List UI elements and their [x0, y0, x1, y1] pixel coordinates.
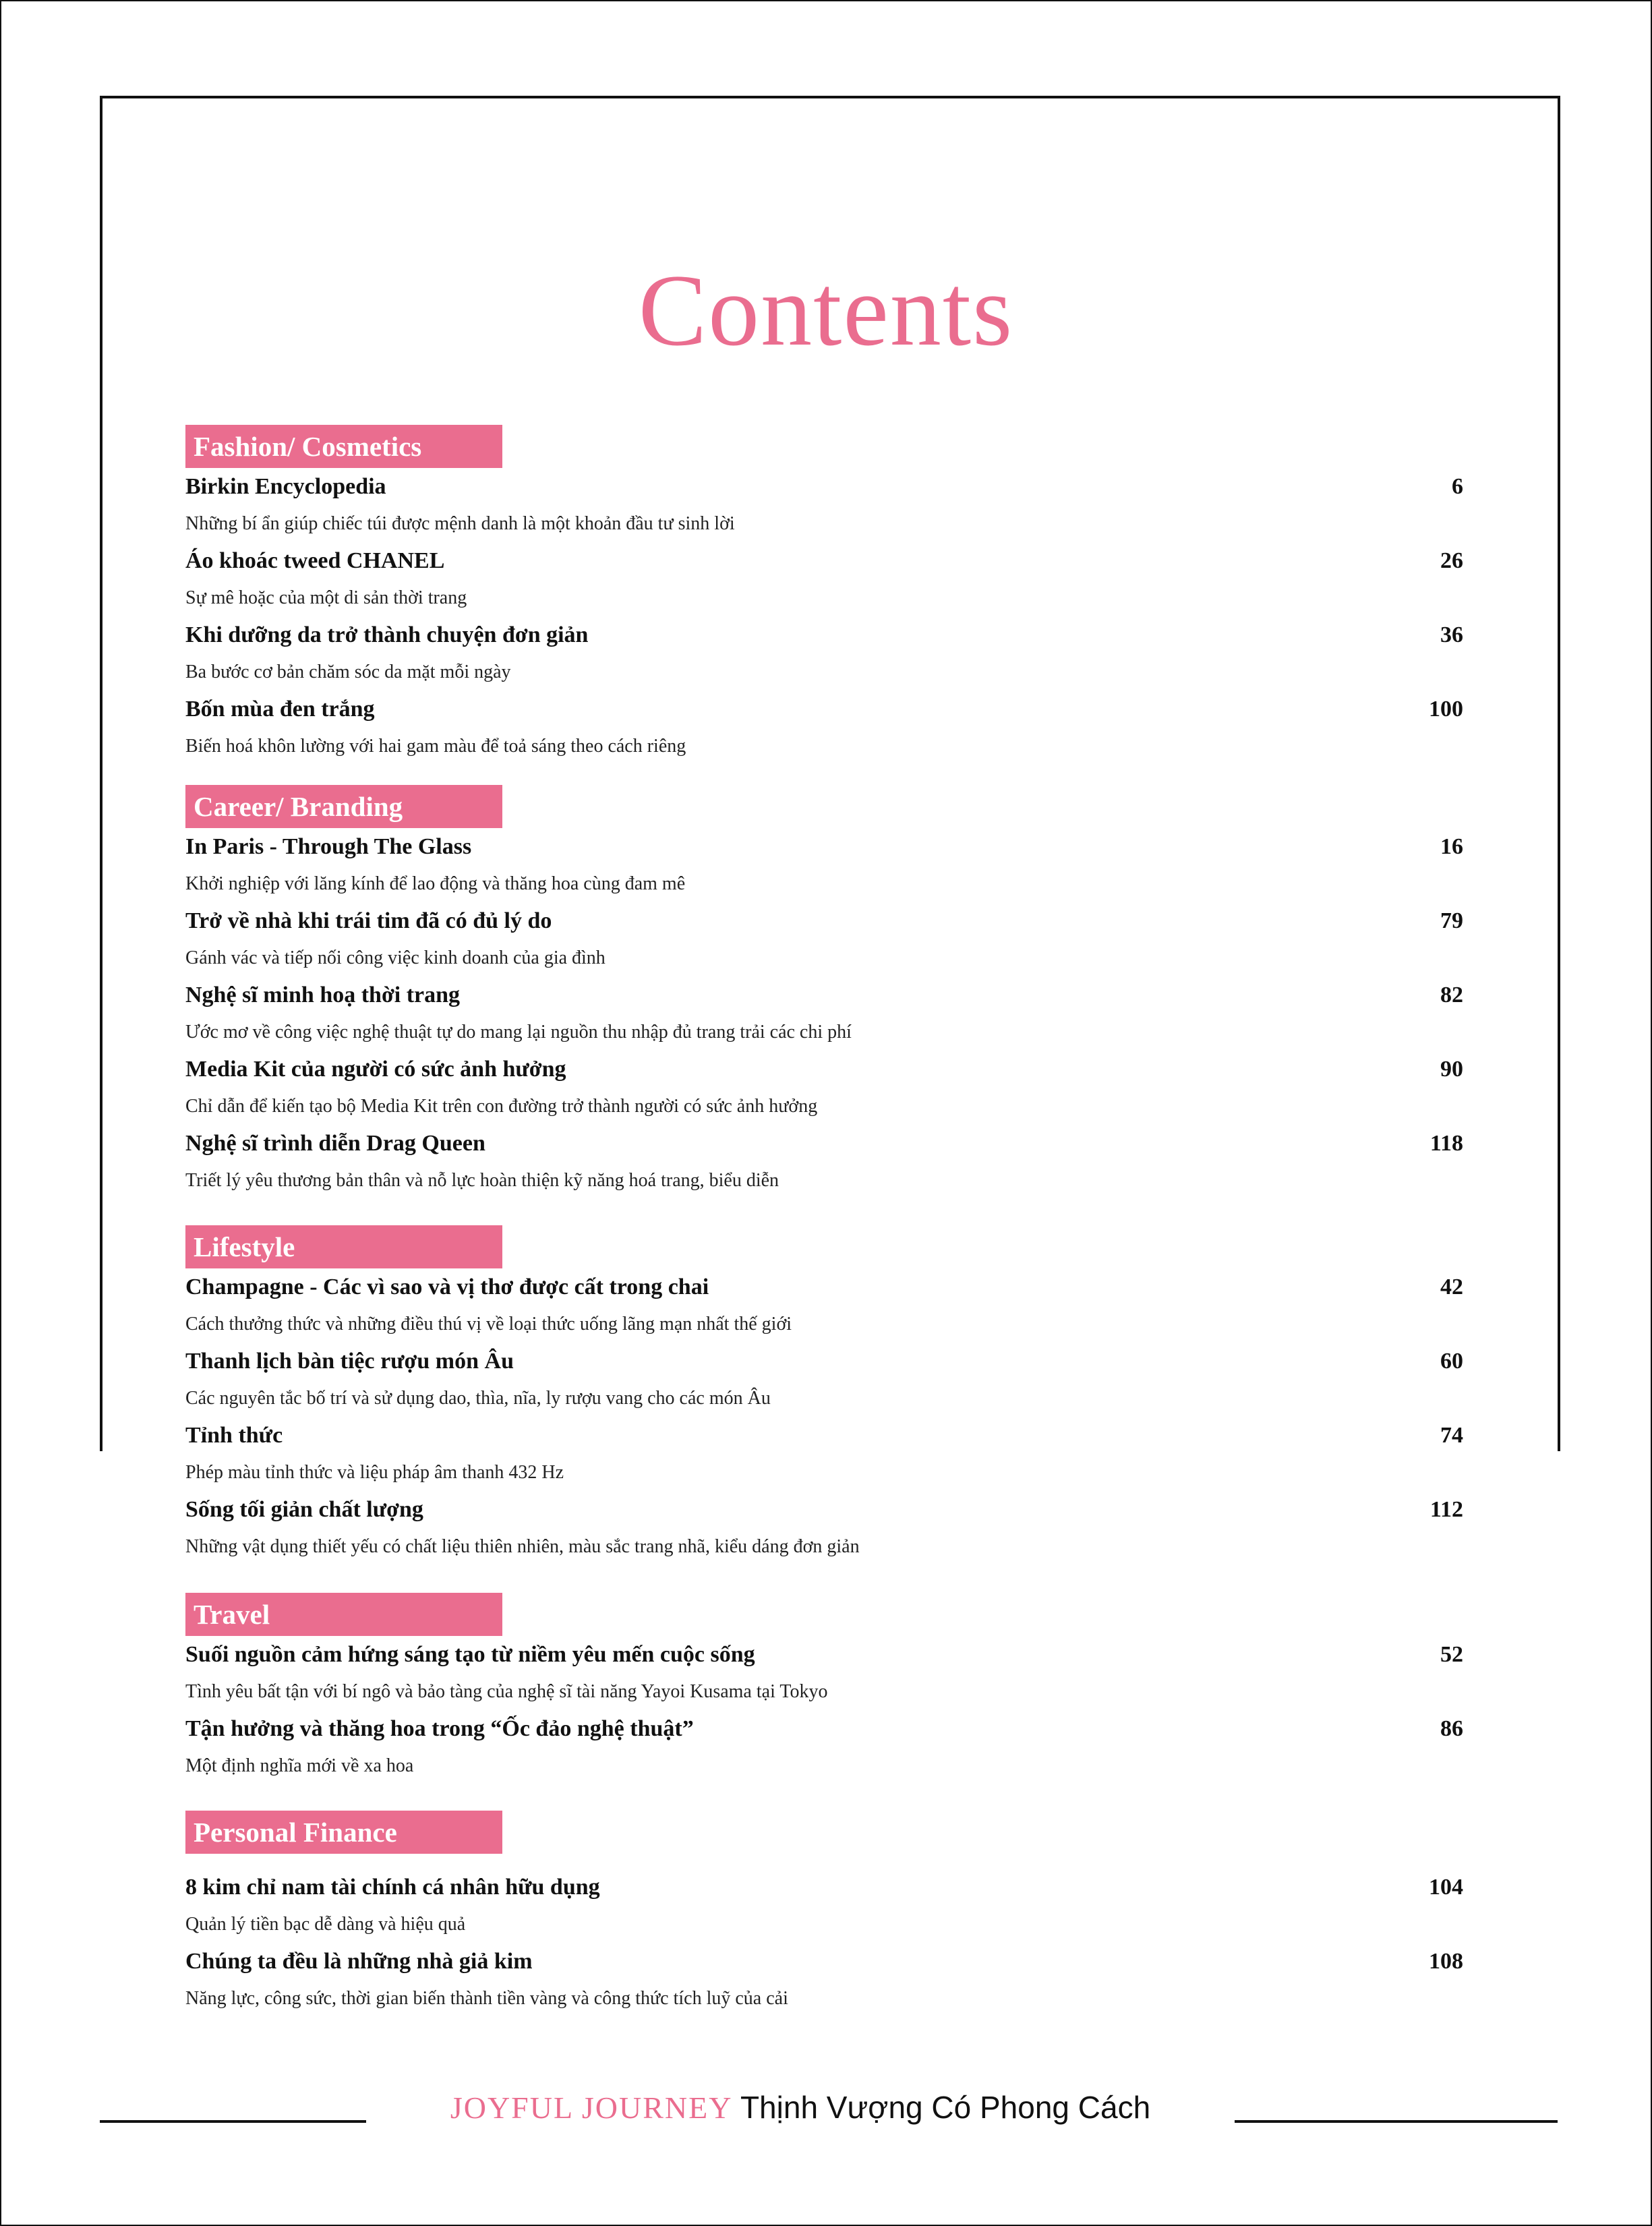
- entry-row: [185, 1491, 1463, 1529]
- entry-description: Những bí ẩn giúp chiếc túi được mệnh danh là một khoản đầu tư sinh lời: [185, 513, 735, 534]
- entry-page-number: 104: [1429, 1875, 1463, 1900]
- section-entries: [185, 1268, 1463, 1565]
- entry-title: Tỉnh thức: [185, 1423, 283, 1448]
- entry-row: [185, 691, 1463, 728]
- toc-section: [185, 1225, 1463, 1565]
- entry-page-number: 82: [1440, 983, 1463, 1007]
- toc-entry[interactable]: [185, 902, 1463, 976]
- entry-row: [185, 976, 1463, 1014]
- entry-description: Khởi nghiệp với lăng kính để lao động và thăng hoa cùng đam mê: [185, 873, 686, 894]
- entry-row: [185, 1125, 1463, 1163]
- entry-title: Media Kit của người có sức ảnh hưởng: [185, 1057, 566, 1082]
- frame-bottom-right-line: [1235, 2120, 1558, 2123]
- entry-page-number: 60: [1440, 1349, 1463, 1374]
- entry-description: Tình yêu bất tận với bí ngô và bảo tàng của nghệ sĩ tài năng Yayoi Kusama tại Tokyo: [185, 1681, 828, 1702]
- entry-page-number: 90: [1440, 1057, 1463, 1082]
- entry-description: Các nguyên tắc bố trí và sử dụng dao, thìa, nĩa, ly rượu vang cho các món Âu: [185, 1388, 771, 1409]
- section-header: Fashion/ Cosmetics: [185, 425, 502, 468]
- entry-row: [185, 1943, 1463, 1981]
- entry-description: Một định nghĩa mới về xa hoa: [185, 1755, 414, 1776]
- entry-title: Sống tối giản chất lượng: [185, 1497, 423, 1522]
- entry-page-number: 26: [1440, 548, 1463, 573]
- entry-row: [185, 616, 1463, 654]
- frame-bottom-left-line: [100, 2120, 366, 2123]
- page-title: Contents: [638, 254, 1014, 367]
- footer-tagline: Thịnh Vượng Có Phong Cách: [740, 2090, 1151, 2125]
- entry-page-number: 118: [1429, 1131, 1463, 1156]
- section-entries: [185, 828, 1463, 1199]
- entry-page-number: 74: [1440, 1423, 1463, 1448]
- entry-title: Nghệ sĩ trình diễn Drag Queen: [185, 1131, 485, 1156]
- toc-entry[interactable]: [185, 691, 1463, 765]
- entry-title: Thanh lịch bàn tiệc rượu món Âu: [185, 1349, 514, 1374]
- footer-brand: JOYFUL JOURNEY: [450, 2090, 733, 2125]
- entry-row: [185, 828, 1463, 866]
- entry-row: [185, 1417, 1463, 1455]
- entry-page-number: 112: [1429, 1497, 1463, 1522]
- toc-entry[interactable]: [185, 1710, 1463, 1784]
- toc-entry[interactable]: [185, 1417, 1463, 1491]
- toc-section: [185, 425, 1463, 765]
- entry-page-number: 52: [1440, 1642, 1463, 1667]
- entry-title: Chúng ta đều là những nhà giả kim: [185, 1949, 533, 1974]
- entry-description: Quản lý tiền bạc dễ dàng và hiệu quả: [185, 1914, 466, 1935]
- entry-row: [185, 1268, 1463, 1306]
- entry-title: Suối nguồn cảm hứng sáng tạo từ niềm yêu mến cuộc sống: [185, 1642, 755, 1667]
- section-header: Personal Finance: [185, 1811, 502, 1854]
- section-entries: [185, 1869, 1463, 2017]
- entry-page-number: 16: [1440, 834, 1463, 859]
- toc-entry[interactable]: [185, 1491, 1463, 1565]
- section-header: Career/ Branding: [185, 785, 502, 828]
- toc-entry[interactable]: [185, 542, 1463, 616]
- entry-description: Những vật dụng thiết yếu có chất liệu thiên nhiên, màu sắc trang nhã, kiểu dáng đơn giản: [185, 1536, 860, 1557]
- entry-row: [185, 542, 1463, 580]
- entry-description: Cách thưởng thức và những điều thú vị về loại thức uống lãng mạn nhất thế giới: [185, 1314, 792, 1335]
- section-entries: [185, 1636, 1463, 1784]
- toc-entry[interactable]: [185, 616, 1463, 691]
- entry-title: Nghệ sĩ minh hoạ thời trang: [185, 983, 461, 1007]
- toc-entry[interactable]: [185, 1869, 1463, 1943]
- toc-entry[interactable]: [185, 1051, 1463, 1125]
- section-header: Lifestyle: [185, 1225, 502, 1268]
- entry-row: [185, 468, 1463, 506]
- section-header: Travel: [185, 1593, 502, 1636]
- toc-entry[interactable]: [185, 1636, 1463, 1710]
- entry-description: Sự mê hoặc của một di sản thời trang: [185, 587, 467, 608]
- entry-description: Biến hoá khôn lường với hai gam màu để toả sáng theo cách riêng: [185, 736, 686, 757]
- toc-entry[interactable]: [185, 828, 1463, 902]
- entry-title: Birkin Encyclopedia: [185, 474, 386, 499]
- entry-page-number: 36: [1440, 622, 1463, 647]
- entry-page-number: 6: [1452, 474, 1463, 499]
- entry-title: Khi dưỡng da trở thành chuyện đơn giản: [185, 622, 589, 647]
- entry-description: Ước mơ về công việc nghệ thuật tự do mang lại nguồn thu nhập đủ trang trải các chi phí: [185, 1022, 852, 1043]
- entry-row: [185, 1051, 1463, 1088]
- entry-row: [185, 1343, 1463, 1380]
- toc-entry[interactable]: [185, 1943, 1463, 2017]
- toc-section: [185, 1593, 1463, 1784]
- entry-row: [185, 902, 1463, 940]
- entry-description: Gánh vác và tiếp nối công việc kinh doanh của gia đình: [185, 947, 606, 968]
- entry-page-number: 79: [1440, 908, 1463, 933]
- entry-description: Phép màu tỉnh thức và liệu pháp âm thanh 432 Hz: [185, 1462, 564, 1483]
- magazine-footer: [366, 2084, 1235, 2132]
- toc-entry[interactable]: [185, 976, 1463, 1051]
- entry-title: Áo khoác tweed CHANEL: [185, 548, 445, 573]
- toc-entry[interactable]: [185, 1343, 1463, 1417]
- entry-description: Ba bước cơ bản chăm sóc da mặt mỗi ngày: [185, 662, 511, 682]
- section-entries: [185, 468, 1463, 765]
- toc-entry[interactable]: [185, 1268, 1463, 1343]
- entry-row: [185, 1636, 1463, 1674]
- entry-description: Năng lực, công sức, thời gian biến thành tiền vàng và công thức tích luỹ của cải: [185, 1988, 788, 2009]
- toc-section: [185, 785, 1463, 1199]
- entry-description: Chỉ dẫn để kiến tạo bộ Media Kit trên con đường trở thành người có sức ảnh hưởng: [185, 1096, 818, 1117]
- entry-title: Tận hưởng và thăng hoa trong “Ốc đảo nghệ thuật”: [185, 1716, 694, 1741]
- toc-entry[interactable]: [185, 468, 1463, 542]
- entry-title: Bốn mùa đen trắng: [185, 697, 375, 722]
- entry-row: [185, 1710, 1463, 1748]
- entry-title: 8 kim chỉ nam tài chính cá nhân hữu dụng: [185, 1875, 600, 1900]
- entry-description: Triết lý yêu thương bản thân và nỗ lực hoàn thiện kỹ năng hoá trang, biểu diễn: [185, 1170, 779, 1191]
- entry-title: Champagne - Các vì sao và vị thơ được cất trong chai: [185, 1275, 709, 1299]
- entry-page-number: 42: [1440, 1275, 1463, 1299]
- entry-row: [185, 1869, 1463, 1906]
- entry-title: In Paris - Through The Glass: [185, 834, 472, 859]
- entry-page-number: 86: [1440, 1716, 1463, 1741]
- toc-section: [185, 1811, 1463, 2017]
- entry-page-number: 108: [1429, 1949, 1463, 1974]
- toc-entry[interactable]: [185, 1125, 1463, 1199]
- entry-title: Trở về nhà khi trái tim đã có đủ lý do: [185, 908, 552, 933]
- entry-page-number: 100: [1429, 697, 1463, 722]
